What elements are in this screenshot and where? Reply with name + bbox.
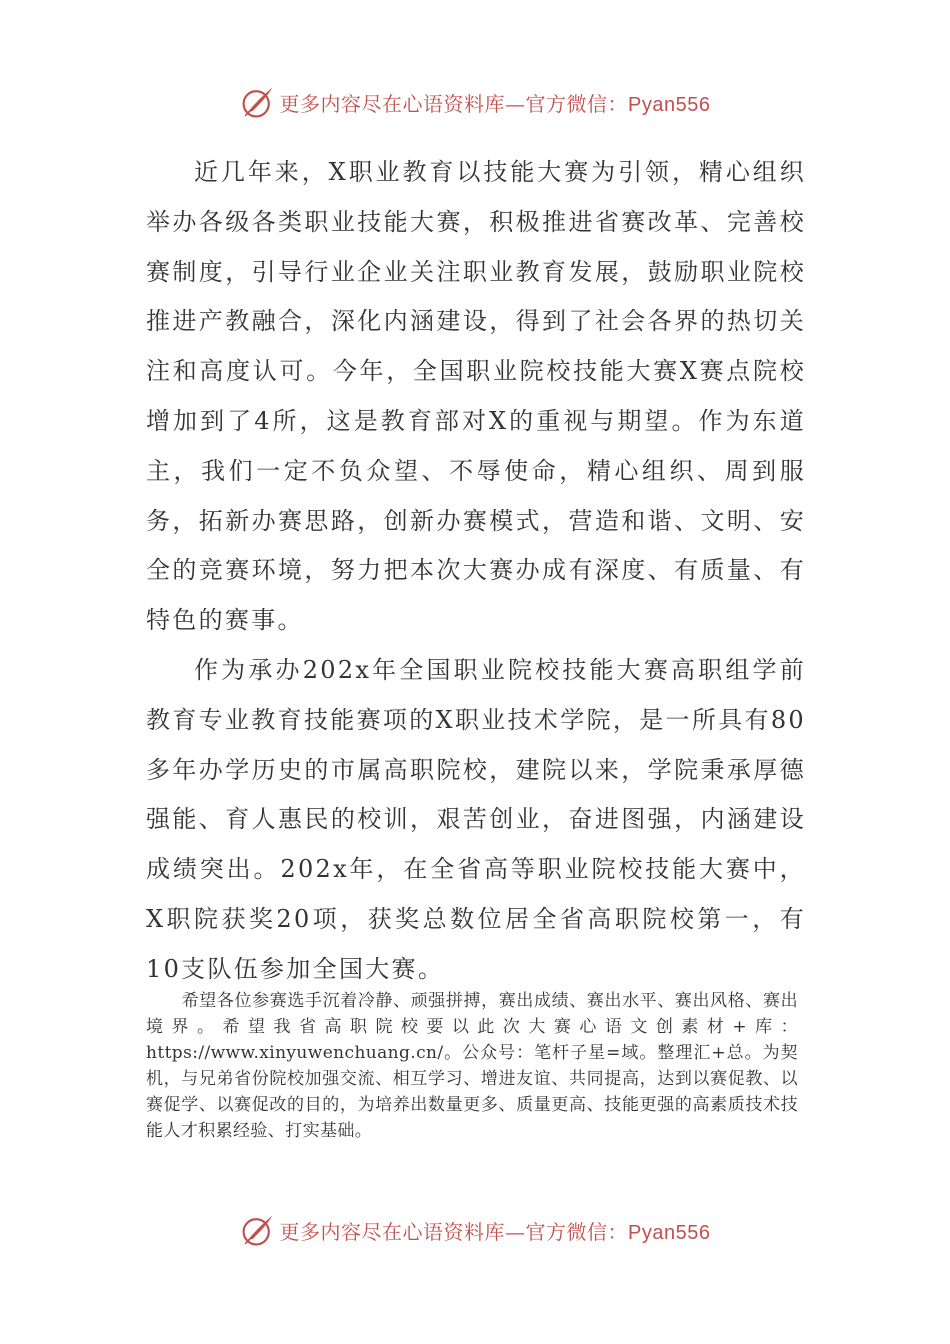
banner-separator: — <box>505 1219 526 1244</box>
footer-banner-text <box>280 1216 711 1245</box>
banner-wechat-label: 官方微信： <box>525 91 629 116</box>
header-banner <box>0 80 950 124</box>
footer-banner-content <box>240 1212 711 1248</box>
document-small-text <box>146 988 798 1144</box>
document-body <box>146 148 806 995</box>
quill-pen-logo-icon <box>240 1212 276 1248</box>
small-paragraph: 希望各位参赛选手沉着冷静、顽强拼搏，赛出成绩、赛出水平、赛出风格、赛出境界。希望我省高职院校要以此次大赛心语文创素材+库：https://www.xinyuwenchuang.cn/。公众号：笔杆子星=域。整理汇+总。为契机，与兄弟省份院校加强交流、相互学习、增进友谊、共同提高，达到以赛促教、以赛促学、以赛促改的目的，为培养出数量更多、质量更高、技能更强的高素质技术技能人才积累经验、打实基础。 <box>146 991 798 1141</box>
banner-wechat-id: Pyan556 <box>628 93 711 116</box>
footer-banner <box>0 1208 950 1252</box>
header-banner-text <box>280 88 711 117</box>
quill-pen-logo-icon <box>240 84 276 120</box>
body-paragraph-2: 作为承办202x年全国职业院校技能大赛高职组学前教育专业教育技能赛项的X职业技术学院，是一所具有80多年办学历史的市属高职院校，建院以来，学院秉承厚德强能、育人惠民的校训，艰苦创业，奋进图强，内涵建设成绩突出。202x年，在全省高等职业院校技能大赛中，X职院获奖20项，获奖总数位居全省高职院校第一，有10支队伍参加全国大赛。 <box>146 655 806 983</box>
header-banner-content <box>240 84 711 120</box>
banner-separator: — <box>505 91 526 116</box>
banner-main-text: 更多内容尽在心语资料库 <box>279 91 506 116</box>
banner-wechat-id: Pyan556 <box>628 1221 711 1244</box>
banner-main-text: 更多内容尽在心语资料库 <box>279 1219 506 1244</box>
banner-wechat-label: 官方微信： <box>525 1219 629 1244</box>
body-paragraph-1: 近几年来，X职业教育以技能大赛为引领，精心组织举办各级各类职业技能大赛，积极推进省赛改革、完善校赛制度，引导行业企业关注职业教育发展，鼓励职业院校推进产教融合，深化内涵建设，得到了社会各界的热切关注和高度认可。今年，全国职业院校技能大赛X赛点院校增加到了4所，这是教育部对X的重视与期望。作为东道主，我们一定不负众望、不辱使命，精心组织、周到服务，拓新办赛思路，创新办赛模式，营造和谐、文明、安全的竞赛环境，努力把本次大赛办成有深度、有质量、有特色的赛事。 <box>146 158 806 635</box>
